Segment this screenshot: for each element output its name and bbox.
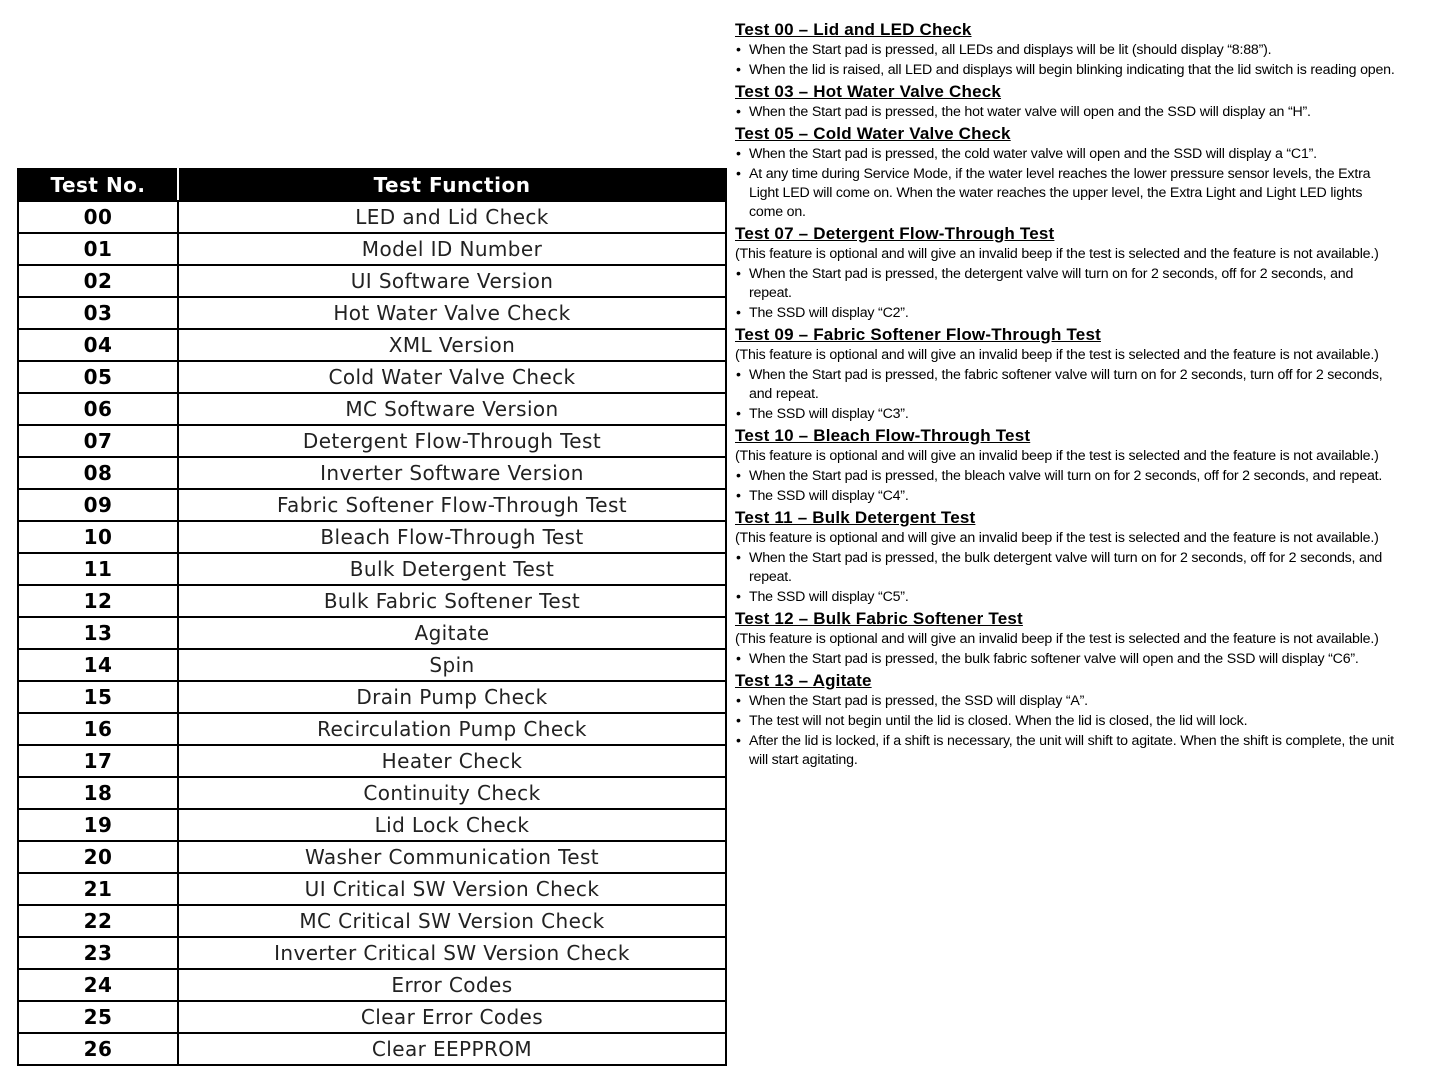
table-row xyxy=(18,585,726,617)
bullet: • When the Start pad is pressed, the bleach valve will turn on for 2 seconds, off for 2 seconds, and repeat. xyxy=(735,467,1395,486)
table-row xyxy=(18,969,726,1001)
table-row xyxy=(18,425,726,457)
test-function-cell: Hot Water Valve Check xyxy=(178,297,726,329)
test-number-cell: 17 xyxy=(18,745,178,777)
table-body xyxy=(18,201,726,1065)
table-header-row xyxy=(18,169,726,201)
section-test-13 xyxy=(735,670,1395,770)
bullet: • When the Start pad is pressed, the SSD will display “A”. xyxy=(735,692,1395,711)
bullet: • The test will not begin until the lid is closed. When the lid is closed, the lid will lock. xyxy=(735,712,1395,731)
test-function-cell: Spin xyxy=(178,649,726,681)
test-number-cell: 06 xyxy=(18,393,178,425)
test-number-cell: 20 xyxy=(18,841,178,873)
table-row xyxy=(18,329,726,361)
test-number-cell: 03 xyxy=(18,297,178,329)
section-title: Test 13 – Agitate xyxy=(735,671,872,690)
test-function-cell: Drain Pump Check xyxy=(178,681,726,713)
test-number-cell: 00 xyxy=(18,201,178,233)
test-number-cell: 16 xyxy=(18,713,178,745)
header-test-function: Test Function xyxy=(178,169,726,201)
bullet: • When the Start pad is pressed, the hot water valve will open and the SSD will display an “H”. xyxy=(735,103,1395,122)
test-number-cell: 22 xyxy=(18,905,178,937)
section-title: Test 00 – Lid and LED Check xyxy=(735,20,972,39)
test-function-cell: Detergent Flow-Through Test xyxy=(178,425,726,457)
test-number-cell: 07 xyxy=(18,425,178,457)
table-row xyxy=(18,1001,726,1033)
test-function-cell: Heater Check xyxy=(178,745,726,777)
test-function-cell: Fabric Softener Flow-Through Test xyxy=(178,489,726,521)
optional-note: (This feature is optional and will give an invalid beep if the test is selected and the feature is not available.) xyxy=(735,246,1379,262)
optional-note: (This feature is optional and will give an invalid beep if the test is selected and the feature is not available.) xyxy=(735,347,1379,363)
bullet: • When the Start pad is pressed, the cold water valve will open and the SSD will display a “C1”. xyxy=(735,145,1395,164)
test-function-cell: Inverter Software Version xyxy=(178,457,726,489)
test-function-cell: MC Critical SW Version Check xyxy=(178,905,726,937)
bullet: • The SSD will display “C2”. xyxy=(735,304,1395,323)
section-test-03 xyxy=(735,81,1395,122)
test-number-cell: 23 xyxy=(18,937,178,969)
test-number-cell: 02 xyxy=(18,265,178,297)
test-number-cell: 04 xyxy=(18,329,178,361)
table-row xyxy=(18,553,726,585)
section-title: Test 12 – Bulk Fabric Softener Test xyxy=(735,609,1023,628)
test-function-cell: XML Version xyxy=(178,329,726,361)
section-title: Test 11 – Bulk Detergent Test xyxy=(735,508,976,527)
test-number-cell: 25 xyxy=(18,1001,178,1033)
test-function-cell: LED and Lid Check xyxy=(178,201,726,233)
service-test-table xyxy=(17,168,727,1066)
section-test-11 xyxy=(735,507,1395,607)
test-function-cell: Washer Communication Test xyxy=(178,841,726,873)
section-test-12 xyxy=(735,608,1395,669)
optional-note: (This feature is optional and will give an invalid beep if the test is selected and the feature is not available.) xyxy=(735,631,1379,647)
table-row xyxy=(18,713,726,745)
header-test-no: Test No. xyxy=(18,169,178,201)
test-number-cell: 18 xyxy=(18,777,178,809)
table-row xyxy=(18,937,726,969)
test-function-cell: UI Software Version xyxy=(178,265,726,297)
test-number-cell: 09 xyxy=(18,489,178,521)
table-row xyxy=(18,1033,726,1065)
test-function-cell: Cold Water Valve Check xyxy=(178,361,726,393)
table-row xyxy=(18,873,726,905)
test-function-cell: Model ID Number xyxy=(178,233,726,265)
test-number-cell: 26 xyxy=(18,1033,178,1065)
test-number-cell: 12 xyxy=(18,585,178,617)
table-row xyxy=(18,233,726,265)
test-function-cell: Agitate xyxy=(178,617,726,649)
test-function-cell: Error Codes xyxy=(178,969,726,1001)
table-row xyxy=(18,841,726,873)
test-function-cell: Clear Error Codes xyxy=(178,1001,726,1033)
bullet: • When the Start pad is pressed, the detergent valve will turn on for 2 seconds, off for 2 seconds, and repeat. xyxy=(735,265,1395,303)
section-title: Test 03 – Hot Water Valve Check xyxy=(735,82,1002,101)
test-function-cell: Clear EEPPROM xyxy=(178,1033,726,1065)
test-number-cell: 08 xyxy=(18,457,178,489)
bullet: • When the lid is raised, all LED and displays will begin blinking indicating that the lid switch is reading open. xyxy=(735,61,1395,80)
table-row xyxy=(18,201,726,233)
test-function-cell: Bulk Detergent Test xyxy=(178,553,726,585)
table-row xyxy=(18,361,726,393)
table-row xyxy=(18,681,726,713)
test-function-cell: Recirculation Pump Check xyxy=(178,713,726,745)
bullet: • When the Start pad is pressed, the bulk fabric softener valve will open and the SSD will display “C6”. xyxy=(735,650,1395,669)
table-row xyxy=(18,809,726,841)
table-row xyxy=(18,297,726,329)
test-function-cell: Continuity Check xyxy=(178,777,726,809)
section-test-10 xyxy=(735,425,1395,506)
table-row xyxy=(18,393,726,425)
test-number-cell: 24 xyxy=(18,969,178,1001)
test-function-cell: UI Critical SW Version Check xyxy=(178,873,726,905)
test-function-cell: Inverter Critical SW Version Check xyxy=(178,937,726,969)
test-number-cell: 10 xyxy=(18,521,178,553)
test-number-cell: 05 xyxy=(18,361,178,393)
test-function-cell: MC Software Version xyxy=(178,393,726,425)
table-row xyxy=(18,265,726,297)
test-number-cell: 15 xyxy=(18,681,178,713)
bullet: • The SSD will display “C3”. xyxy=(735,405,1395,424)
table-row xyxy=(18,457,726,489)
bullet: • At any time during Service Mode, if the water level reaches the lower pressure sensor levels, the Extra Light LED will come on. When the water reaches the upper level, the Extra Light and Light LED lights come on. xyxy=(735,165,1395,222)
test-function-cell: Bleach Flow-Through Test xyxy=(178,521,726,553)
bullet: • When the Start pad is pressed, the fabric softener valve will turn on for 2 seconds, turn off for 2 seconds, and repeat. xyxy=(735,366,1395,404)
test-number-cell: 13 xyxy=(18,617,178,649)
test-number-cell: 14 xyxy=(18,649,178,681)
bullet: • When the Start pad is pressed, the bulk detergent valve will turn on for 2 seconds, off for 2 seconds, and repeat. xyxy=(735,549,1395,587)
optional-note: (This feature is optional and will give an invalid beep if the test is selected and the feature is not available.) xyxy=(735,530,1379,546)
section-title: Test 10 – Bleach Flow-Through Test xyxy=(735,426,1031,445)
section-test-07 xyxy=(735,223,1395,323)
test-number-cell: 21 xyxy=(18,873,178,905)
table-row xyxy=(18,489,726,521)
section-test-05 xyxy=(735,123,1395,222)
section-title: Test 07 – Detergent Flow-Through Test xyxy=(735,224,1055,243)
test-number-cell: 01 xyxy=(18,233,178,265)
section-title: Test 05 – Cold Water Valve Check xyxy=(735,124,1011,143)
bullet: • After the lid is locked, if a shift is necessary, the unit will shift to agitate. When the shift is complete, the unit will start agitating. xyxy=(735,732,1395,770)
test-number-cell: 19 xyxy=(18,809,178,841)
table-row xyxy=(18,745,726,777)
bullet: • The SSD will display “C5”. xyxy=(735,588,1395,607)
section-title: Test 09 – Fabric Softener Flow-Through Test xyxy=(735,325,1101,344)
table-row xyxy=(18,521,726,553)
table-row xyxy=(18,905,726,937)
bullet: • The SSD will display “C4”. xyxy=(735,487,1395,506)
table-row xyxy=(18,777,726,809)
bullet: • When the Start pad is pressed, all LEDs and displays will be lit (should display “8:88”). xyxy=(735,41,1395,60)
table-row xyxy=(18,617,726,649)
optional-note: (This feature is optional and will give an invalid beep if the test is selected and the feature is not available.) xyxy=(735,448,1379,464)
test-descriptions xyxy=(735,18,1395,771)
section-test-00 xyxy=(735,19,1395,80)
section-test-09 xyxy=(735,324,1395,424)
test-number-cell: 11 xyxy=(18,553,178,585)
table-row xyxy=(18,649,726,681)
test-function-cell: Bulk Fabric Softener Test xyxy=(178,585,726,617)
test-function-cell: Lid Lock Check xyxy=(178,809,726,841)
